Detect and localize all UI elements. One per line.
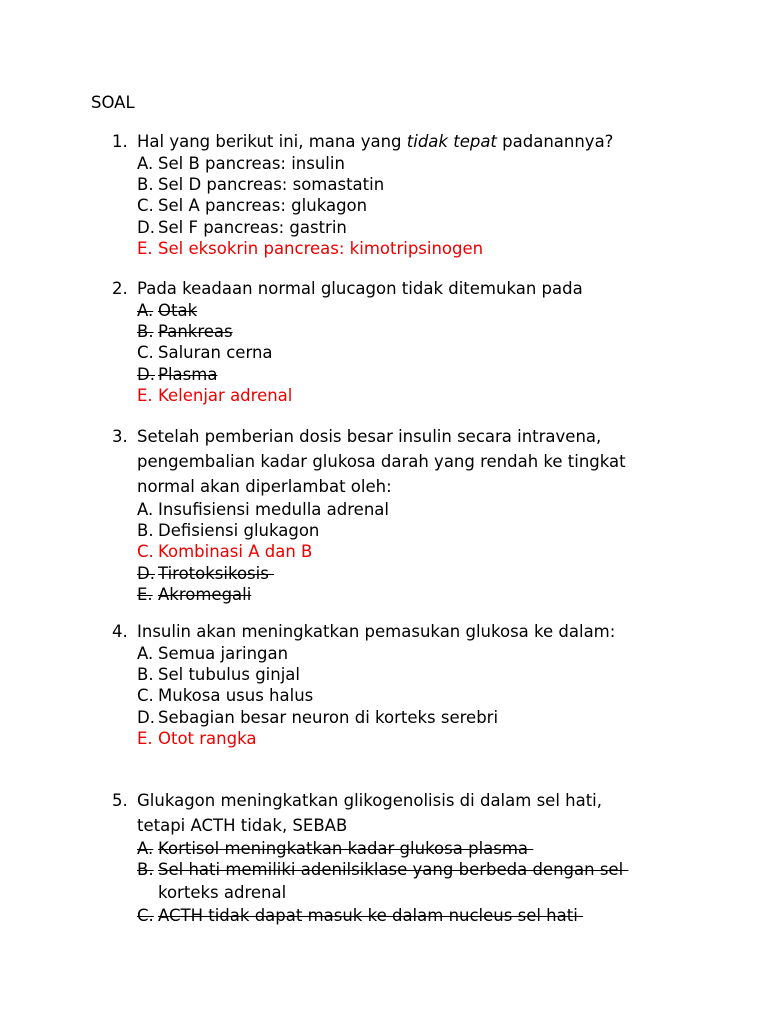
option-c-answer: C. Kombinasi A dan B	[137, 542, 313, 562]
option-b: B. Sel D pancreas: somastatin	[137, 175, 385, 195]
question-number: 5.	[112, 791, 128, 810]
option-d-struck: D. Tirotoksikosis	[137, 563, 275, 583]
options-list	[112, 499, 752, 605]
question-5	[112, 788, 752, 927]
option-c: C. Saluran cerna	[137, 343, 273, 363]
question-number: 4.	[112, 622, 128, 641]
option-e-answer: E. Sel eksokrin pancreas: kimotripsinogen	[137, 238, 484, 258]
option-b-struck: B. Pankreas	[137, 322, 233, 342]
stem-text-line-2: pengembalian kadar glukosa darah yang rendah ke tingkat	[137, 452, 626, 471]
option-b-struck: B. Sel hati memiliki adenilsiklase yang berbeda dengan sel	[137, 860, 629, 880]
question-stem	[112, 277, 752, 300]
stem-text: Hal yang berikut ini, mana yang	[137, 132, 407, 151]
option-e-answer: E. Kelenjar adrenal	[137, 385, 293, 405]
stem-italic-text: tidak tepat	[406, 132, 497, 151]
question-1	[112, 130, 752, 259]
page-title: SOAL	[91, 93, 135, 112]
question-stem	[112, 424, 752, 449]
option-a: A. Sel B pancreas: insulin	[137, 154, 345, 173]
option-c-struck: C. ACTH tidak dapat masuk ke dalam nucleus sel hati	[137, 906, 584, 926]
question-number: 1.	[112, 132, 128, 151]
stem-text: Insulin akan meningkatkan pemasukan glukosa ke dalam:	[137, 622, 616, 641]
option-a: A. Insufisiensi medulla adrenal	[137, 500, 389, 519]
stem-text: Pada keadaan normal glucagon tidak ditemukan pada	[137, 279, 583, 298]
option-a-struck: A. Otak	[137, 301, 198, 320]
options-list	[112, 838, 752, 927]
option-e-answer: E. Otot rangka	[137, 728, 257, 748]
question-3	[112, 424, 752, 605]
option-a-struck: A. Kortisol meningkatkan kadar glukosa plasma	[137, 839, 534, 858]
stem-text-line-1: Setelah pemberian dosis besar insulin secara intravena,	[137, 427, 602, 446]
question-stem	[112, 130, 752, 153]
option-b: B. Defisiensi glukagon	[137, 521, 320, 541]
stem-text-line-2: tetapi ACTH tidak, SEBAB	[137, 816, 348, 835]
question-2	[112, 277, 752, 406]
stem-text-line-3: normal akan diperlambat oleh:	[137, 477, 392, 496]
stem-text-end: padanannya?	[496, 132, 614, 151]
stem-text-line-1: Glukagon meningkatkan glikogenolisis di dalam sel hati,	[137, 791, 603, 810]
option-d: D. Sel F pancreas: gastrin	[137, 217, 347, 237]
option-c: C. Sel A pancreas: glukagon	[137, 196, 368, 216]
options-list	[112, 153, 752, 259]
question-4	[112, 620, 752, 749]
option-d-struck: D. Plasma	[137, 364, 218, 384]
options-list	[112, 300, 752, 406]
option-b: B. Sel tubulus ginjal	[137, 665, 300, 685]
option-d: D. Sebagian besar neuron di korteks serebri	[137, 707, 499, 727]
question-stem	[112, 620, 752, 643]
question-number: 3.	[112, 427, 128, 446]
question-number: 2.	[112, 279, 128, 298]
options-list	[112, 643, 752, 749]
option-e-struck: E. Akromegali	[137, 584, 252, 604]
option-b-continuation: korteks adrenal	[158, 883, 287, 903]
option-a: A. Semua jaringan	[137, 644, 289, 663]
option-c: C. Mukosa usus halus	[137, 686, 314, 706]
question-stem	[112, 788, 752, 813]
